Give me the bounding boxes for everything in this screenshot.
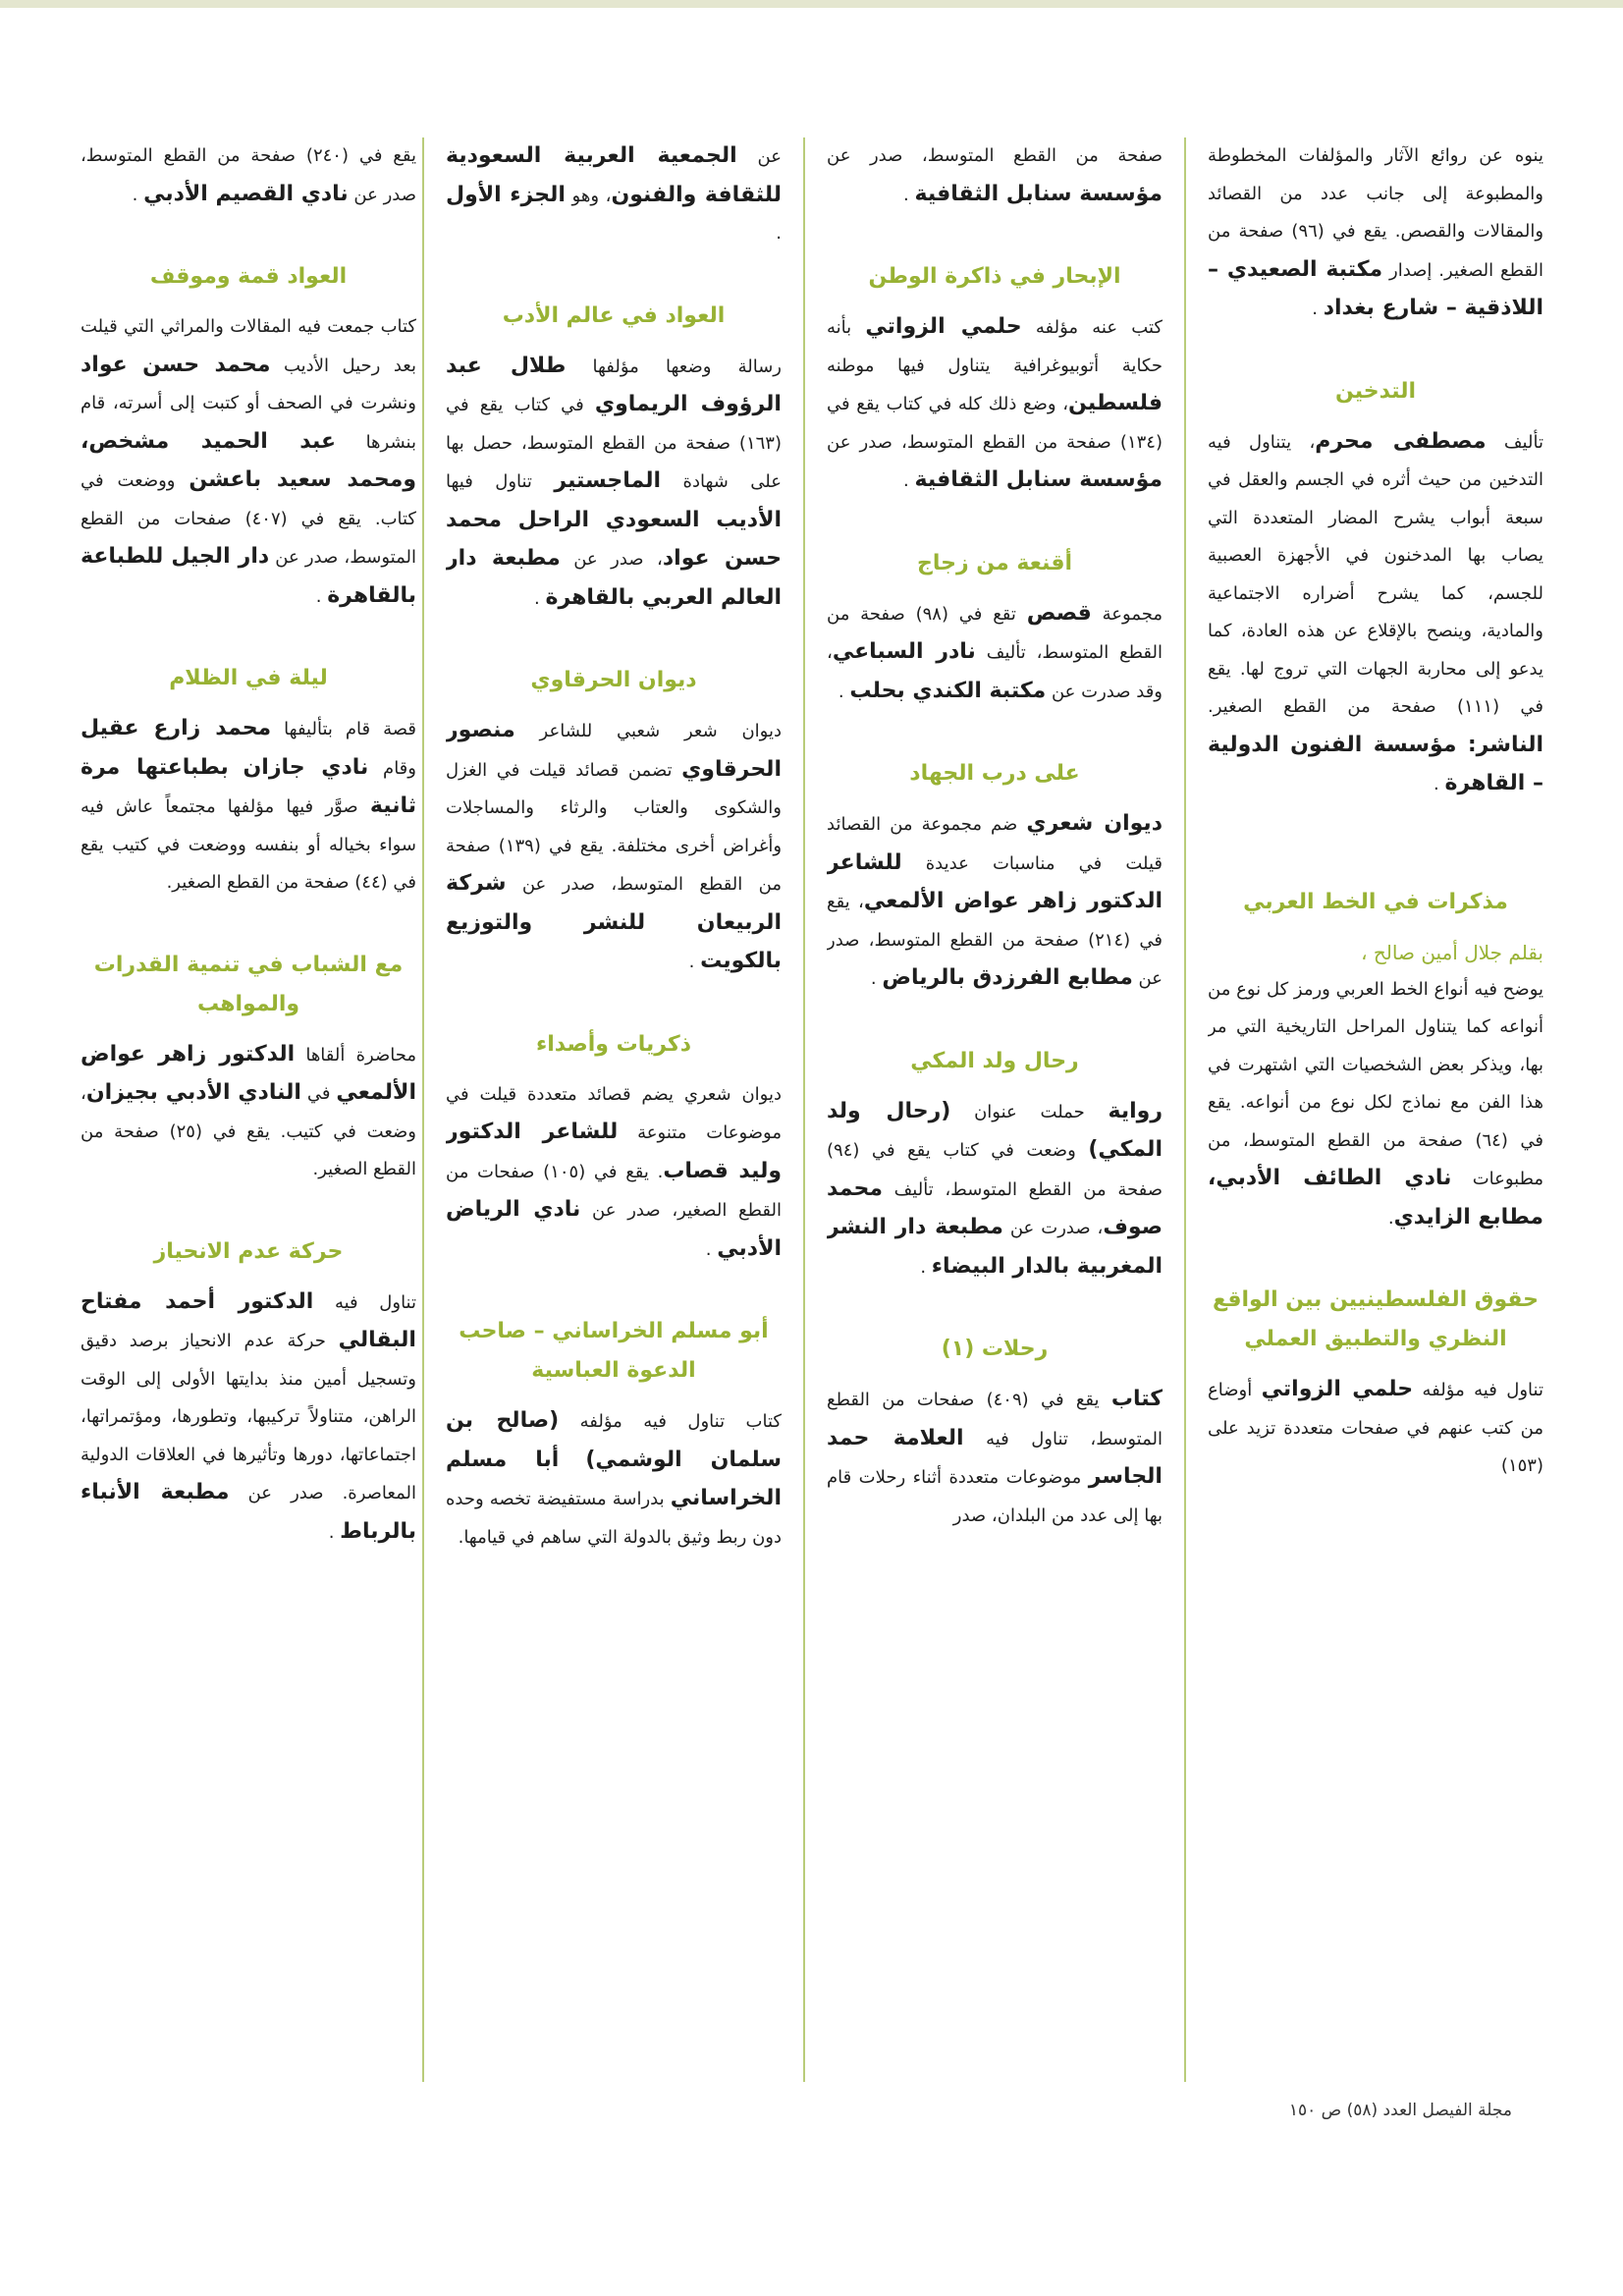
column-divider (803, 137, 805, 2082)
bold-term: كتاب (1110, 1387, 1163, 1411)
text-run: . (870, 968, 877, 989)
bold-term: ديوان شعري (1026, 811, 1163, 836)
entry-title: العواد قمة وموقف (149, 264, 348, 289)
entry-body (446, 137, 782, 253)
bold-term: بطباعتها مرة ثانية (81, 754, 416, 818)
text-run: ، وضع ذلك كله في كتاب يقع في (١٣٤) صفحة من القطع المتوسط، صدر عن (827, 394, 1163, 453)
text-run: يقع في (٤٠٩) صفحات من القطع المتوسط، تناول فيه (827, 1390, 1163, 1449)
text-run: في كتاب يقع في (١٦٣) صفحة من القطع المتوسط، حصل بها على شهادة (446, 395, 782, 492)
bold-term: دار الجيل للطباعة بالقاهرة (81, 544, 416, 608)
text-run: ديوان شعر شعبي للشاعر (539, 721, 782, 741)
entry-byline: بقلم جلال أمين صالح ، (1361, 940, 1543, 964)
text-run: . (1434, 774, 1439, 794)
entry-smoking (1208, 372, 1543, 804)
bold-term: طلال عبد الرؤوف الريماوي (446, 353, 782, 416)
text-run: أوضاع من كتب عنهم في صفحات متعددة تزيد على (١٥٣) (1208, 1380, 1543, 1476)
column-3 (446, 137, 782, 2082)
text-run: ينوه عن روائع الآثار والمؤلفات المخطوطة والمطبوعة إلى جانب عدد من القصائد والمقالات والقصص. يقع في (٩٦) صفحة من القطع الصغير. إصدار (1208, 145, 1543, 281)
text-run: بدراسة مستفيضة تخصه وحده دون ربط وثيق بالدولة التي ساهم في قيامها. (446, 1489, 782, 1548)
entry-continuation (446, 137, 782, 253)
bold-term: (صالح بن سلمان الوشمي) (446, 1408, 782, 1472)
entry-title: رحال ولد المكي (910, 1048, 1079, 1073)
entry-title: ليلة في الظلام (169, 666, 328, 690)
text-run: تناول فيه (334, 1291, 416, 1313)
text-run: . (903, 184, 909, 205)
bold-term: مكتبة الصعيدي – اللاذقية – شارع بغداد (1208, 256, 1543, 320)
bold-term: رواية (1108, 1098, 1163, 1123)
entry-body (81, 308, 416, 616)
bold-term: منصور الحرقاوي (446, 718, 782, 782)
entry-continuation (81, 137, 416, 214)
column-4 (81, 137, 416, 2082)
text-run: . (838, 681, 844, 702)
entry-body (827, 1381, 1163, 1535)
column-2 (827, 137, 1163, 2082)
bold-term: نادي الرياض الأدبي (446, 1197, 782, 1261)
entry-body (446, 1402, 782, 1557)
text-run: ضم مجموعة من القصائد قيلت في مناسبات عديدة (827, 814, 1163, 874)
text-run: ، وضعت في كتيب. يقع في (٢٥) صفحة من القطع الصغير. (81, 1083, 416, 1179)
column-divider (1184, 137, 1186, 2082)
bold-term: حلمي الزواتي (1261, 1377, 1414, 1401)
text-run: ، صدرت عن (1009, 1218, 1104, 1238)
entry-title: حركة عدم الانحياز (153, 1238, 344, 1264)
entry-title: على درب الجهاد (909, 761, 1080, 786)
entry-glass-masks (827, 544, 1163, 712)
entry-body (827, 308, 1163, 501)
bold-term: الجمعية العربية السعودية للثقافة والفنون (446, 143, 782, 207)
text-run: صوَّر فيها مؤلفها مجتمعاً عاش فيه سواء بخياله أو بنفسه ووضعت في كتيب يقع في (٤٤) صفحة من القطع الصغير. (81, 796, 416, 893)
entry-jihad-path (827, 754, 1163, 999)
entry-body (1208, 1371, 1543, 1486)
entry-title: مع الشباب في تنمية القدرات والمواهب (93, 952, 404, 1016)
page-footer: مجلة الفيصل العدد (٥٨) ص ١٥٠ (1288, 2101, 1512, 2120)
text-run: . (533, 587, 540, 609)
text-run: قصة قام بتأليفها (284, 719, 416, 739)
entry-abu-muslim (446, 1312, 782, 1557)
entry-title: رحلات (١) (941, 1337, 1049, 1361)
entry-journeys (827, 1330, 1163, 1535)
bold-term: الدكتور زاهر عواض الألمعي (81, 1041, 416, 1105)
text-run: رسالة وضعها مؤلفها (592, 355, 782, 377)
text-run: تأليف (1503, 431, 1543, 453)
text-run: . (903, 470, 909, 491)
entry-body (827, 805, 1163, 999)
entry-title: التدخين (1334, 378, 1417, 404)
entry-calligraphy (1208, 883, 1543, 1238)
bold-term: مؤسسة سنابل الثقافية (914, 467, 1163, 492)
bold-term: نادي الطائف الأدبي، مطابع الزايدي (1208, 1166, 1543, 1230)
entry-title: العواد في عالم الأدب (502, 302, 726, 328)
text-run: حملت عنوان (974, 1101, 1085, 1122)
bold-term: محمد حسن عواد (81, 352, 271, 377)
bold-term: قصص (1026, 600, 1092, 626)
entry-awwad-summit (81, 257, 416, 616)
text-run: . (688, 952, 695, 972)
text-run: ، وقد صدرت عن (827, 642, 1163, 702)
bold-term: مطبعة دار النشر المغربية بالدار البيضاء (827, 1215, 1163, 1279)
entry-title: حقوق الفلسطينيين بين الواقع النظري والتطبيق العملي (1213, 1287, 1539, 1351)
column-1 (1208, 137, 1543, 2082)
bold-term: الناشر: مؤسسة الفنون الدولية – القاهرة (1208, 732, 1543, 795)
text-run: وقام (383, 757, 416, 779)
text-run: . (315, 585, 322, 607)
entry-body (827, 595, 1163, 712)
text-run: تضمن قصائد قيلت في الغزل والشكوى والعتاب والرثاء والمساجلات وأغراض أخرى مختلفة. يقع في (١٣٩) صفحة من القطع المتوسط، صدر عن (446, 759, 782, 895)
text-run: ووضعت في كتاب. يقع في (٤٠٧) صفحات من القطع المتوسط، صدر عن (81, 470, 416, 568)
entry-body (827, 137, 1163, 214)
bold-term: النادي الأدبي بجيزان (85, 1080, 301, 1105)
bold-term: الجزء الأول (446, 182, 566, 207)
text-run: حركة عدم الانحياز برصد دقيق وتسجيل أمين منذ بدايتها الأولى إلى الوقت الراهن، متناولاً تركيبها، وتطورها، ومؤتمراتها، اجتماعاتها، دورها وتأثيرها في العلاقات الدولية المعاصرة. صدر عن (81, 1331, 416, 1503)
entry-body (81, 710, 416, 902)
text-run: ونشرت في الصحف أو كتبت إلى أسرته، قام بنشرها (81, 393, 416, 453)
text-run: كتاب تناول فيه مؤلفه (579, 1411, 782, 1432)
bold-term: حلمي الزواتي (865, 314, 1022, 339)
text-run: يوضح فيه أنواع الخط العربي ورمز كل نوع من أنواعه كما يتناول المراحل التاريخية التي مر بها، ويذكر بعض الشخصيات التي اشتهرت في هذا الفن مع نماذج لكل نوع من أنواعه. يقع في (٦٤) صفحة من القطع المتوسط، من مطبوعات (1208, 978, 1543, 1189)
bold-term: الأديب السعودي الراحل محمد حسن عواد (446, 507, 782, 571)
text-run: تقع في (٩٨) صفحة من القطع المتوسط، تأليف (827, 603, 1163, 663)
entry-title: الإبحار في ذاكرة الوطن (868, 264, 1121, 289)
entry-title: ذكريات وأصداء (535, 1031, 692, 1057)
bold-term: أبا مسلم الخراساني (446, 1447, 782, 1510)
bold-term: نادي جازان (243, 754, 369, 780)
entry-title: أقنعة من زجاج (916, 550, 1073, 575)
entry-harqawi-diwan (446, 661, 782, 982)
bold-term: الماجستير (554, 468, 662, 493)
text-run: موضوعات متعددة أثناء رحلات قام بها إلى عدد من البلدان، صدر (827, 1467, 1163, 1526)
bold-term: مطبعة دار العالم العربي بالقاهرة (446, 546, 782, 610)
magazine-page (81, 137, 1543, 2102)
entry-homeland-memory (827, 257, 1163, 501)
text-run: . يقع في (١٠٥) صفحات من القطع الصغير، صدر عن (446, 1161, 782, 1221)
text-run: ، صدر عن (573, 549, 663, 570)
text-run: تناول فيها (446, 471, 532, 492)
bold-term: محمد زارع عقيل (81, 716, 272, 740)
text-run: . (1312, 299, 1318, 319)
entry-body (446, 348, 782, 619)
text-run: تناول فيه مؤلفه (1422, 1380, 1543, 1400)
entry-body (446, 1076, 782, 1270)
bold-term: مطابع الفرزدق بالرياض (882, 965, 1133, 990)
entry-body (81, 137, 416, 214)
bold-term: فلسطين (1068, 391, 1163, 415)
top-border (0, 0, 1623, 8)
entry-rahhal (827, 1042, 1163, 1287)
entry-palestinian-rights (1208, 1281, 1543, 1486)
bold-term: مطبعة الأنباء بالرباط (81, 1480, 416, 1544)
entry-title: أبو مسلم الخراساني – صاحب الدعوة العباسية (459, 1319, 769, 1383)
bold-term: العلامة حمد الجاسر (827, 1425, 1163, 1489)
text-run: كتاب جمعت فيه المقالات والمراثي التي قيلت بعد رحيل الأديب (81, 316, 416, 376)
bold-term: للشاعر الدكتور وليد قصاب (446, 1120, 782, 1183)
text-run: كتب عنه مؤلفه (1035, 317, 1163, 338)
entry-body (81, 1036, 416, 1189)
bold-term: نادي القصيم الأدبي (143, 181, 349, 206)
entry-body (446, 712, 782, 982)
text-run: ديوان شعري يضم قصائد متعددة قيلت في موضوعات متنوعة (446, 1083, 782, 1143)
entry-body (1208, 971, 1543, 1238)
text-run: . (705, 1238, 712, 1260)
entry-body (1208, 423, 1543, 804)
bold-term: مكتبة الكندي بحلب (849, 678, 1047, 703)
text-run: ، يتناول فيه التدخين من حيث أثره في الجسم والعقل في سبعة أبواب يشرح المضار المتعددة التي يصاب بها المدخنون في الأجهزة العصبية للجسم، كما يشرح أضراره الاجتماعية والمادية، وينصح بالإقلاع عن هذه العادة، كما يدعو إلى محاربة الجهات التي تروج لها. يقع في (١١١) صفحة من القطع الصغير. (1208, 431, 1543, 717)
entry-awwad-literature (446, 297, 782, 619)
bold-term: نادر السباعي (832, 639, 976, 664)
entry-body (81, 1284, 416, 1553)
text-run: . (1387, 1207, 1394, 1229)
text-run: ، وهو (571, 185, 612, 206)
entry-youth-talents (81, 946, 416, 1189)
text-run: عن (757, 146, 782, 167)
text-run: مجموعة (1102, 603, 1163, 625)
text-run: . (328, 1521, 335, 1543)
entry-title: ديوان الحرقاوي (530, 668, 697, 692)
entry-memories-echoes (446, 1025, 782, 1270)
text-run: . (776, 223, 782, 244)
entry-continuation (827, 137, 1163, 214)
entry-non-alignment (81, 1232, 416, 1553)
bold-term: للشاعر الدكتور زاهر عواض الألمعي (827, 849, 1163, 913)
text-run: وضعت في كتاب يقع في (٩٤) صفحة من القطع المتوسط، تأليف (827, 1140, 1163, 1200)
text-run: بأنه حكاية أتوبيوغرافية يتناول فيها موطنه (827, 317, 1163, 376)
bold-term: مصطفى محرم (1315, 428, 1487, 454)
bold-term: شركة الربيعان للنشر والتوزيع بالكويت (446, 871, 782, 973)
bold-term: الدكتور أحمد مفتاح البقالي (81, 1288, 416, 1352)
bold-term: عبد الحميد مشخص، ومحمد سعيد باعشن (81, 428, 416, 492)
text-run: . (132, 184, 138, 205)
entry-continuation (1208, 137, 1543, 329)
text-run: يقع في (٢٤٠) صفحة من القطع المتوسط، صدر عن (81, 145, 416, 205)
bold-term: مؤسسة سنابل الثقافية (914, 181, 1163, 206)
entry-title: مذكرات في الخط العربي (1243, 889, 1508, 914)
column-divider (422, 137, 424, 2082)
text-run: . (920, 1256, 927, 1278)
entry-night-darkness (81, 659, 416, 902)
entry-body (1208, 137, 1543, 329)
text-run: في (306, 1083, 331, 1104)
text-run: صفحة من القطع المتوسط، صدر عن (827, 145, 1163, 166)
bold-term: محمد صوف (827, 1175, 1163, 1239)
text-run: محاضرة ألقاها (305, 1044, 416, 1066)
text-run: ، يقع في (٢١٤) صفحة من القطع المتوسط، صدر عن (827, 892, 1163, 989)
entry-body (827, 1093, 1163, 1287)
bold-term: (رحال ولد المكي) (827, 1098, 1163, 1162)
